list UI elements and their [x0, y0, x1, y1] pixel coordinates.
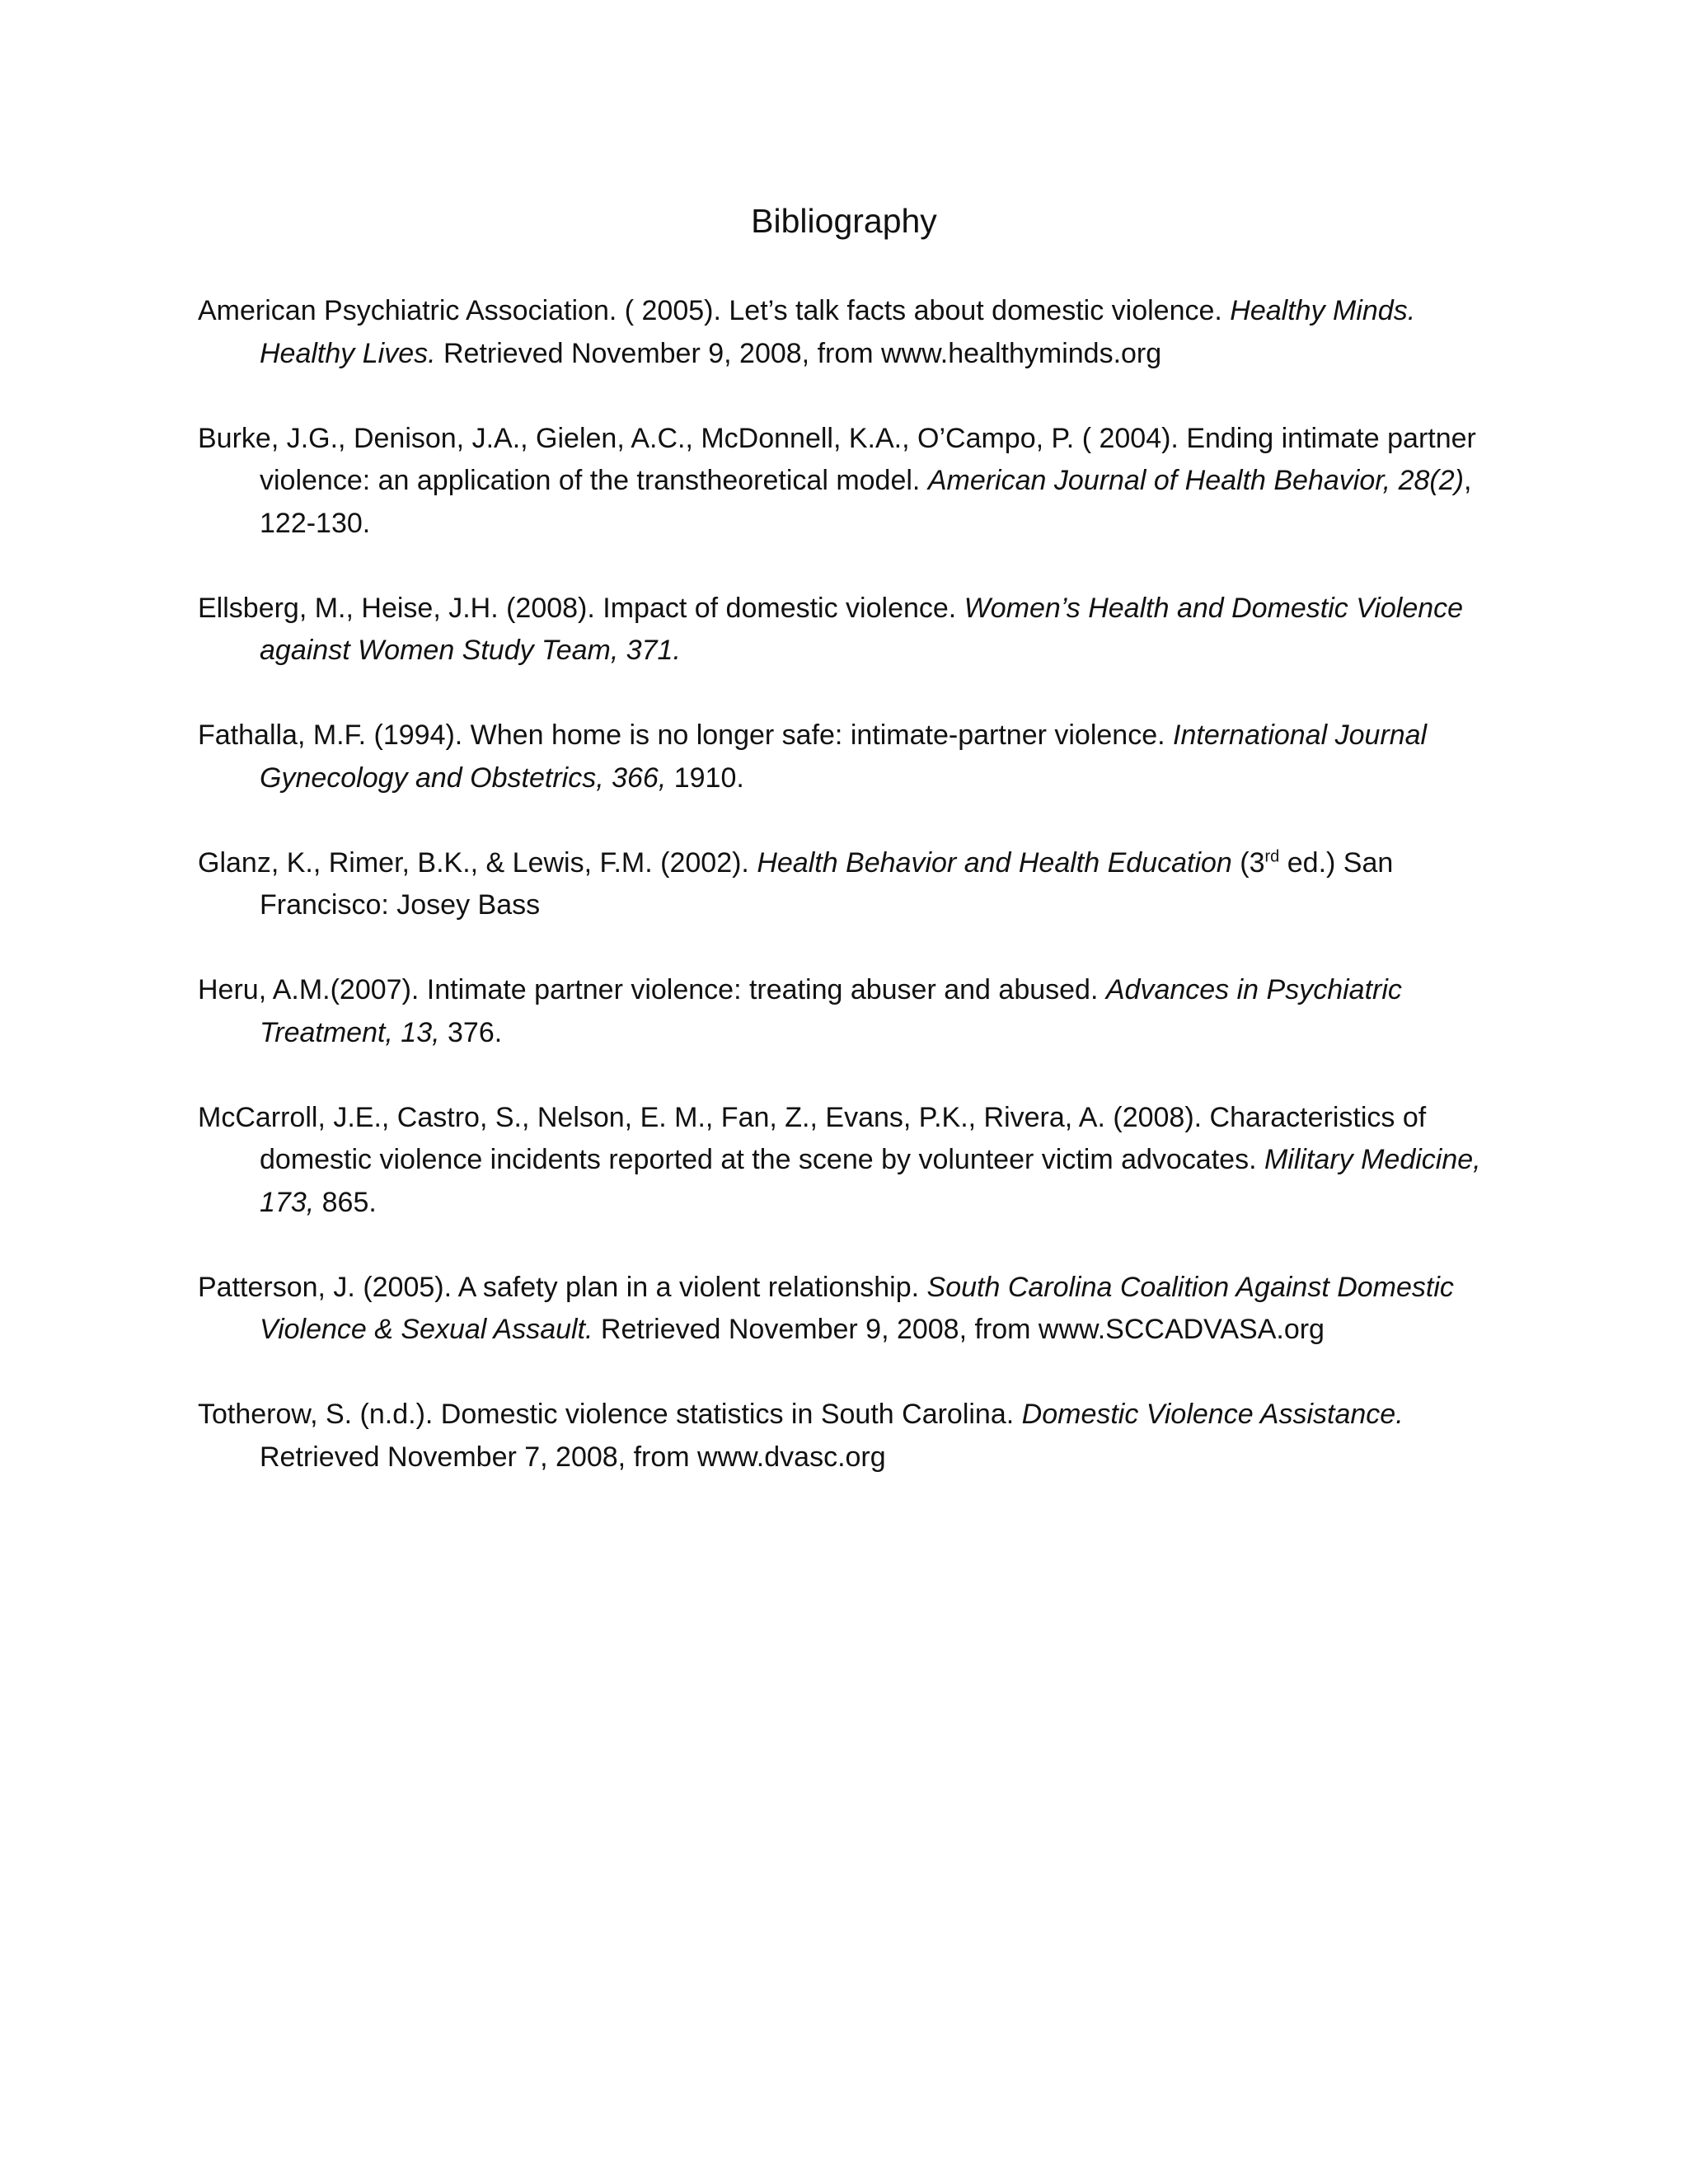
entry-text: Totherow, S. (n.d.). Domestic violence statistics in South Carolina.: [198, 1399, 1022, 1430]
entry-text: Fathalla, M.F. (1994). When home is no longer safe: intimate-partner violence.: [198, 719, 1174, 751]
entry-source-italic: Domestic Violence Assistance.: [1021, 1399, 1404, 1430]
entry-text: (3: [1231, 846, 1265, 879]
entry-text: 376.: [439, 1016, 503, 1048]
entry-text: Heru, A.M.(2007). Intimate partner violence: treating abuser and abused.: [198, 974, 1106, 1005]
bibliography-entry-1: [198, 290, 1500, 375]
entry-text: ed.) San Francisco: Josey Bass: [260, 846, 1394, 921]
entry-text: Ellsberg, M., Heise, J.H. (2008). Impact of domestic violence.: [198, 592, 964, 624]
entry-text: Retrieved November 7, 2008, from www.dvasc.org: [260, 1441, 886, 1473]
entry-text: 1910.: [666, 762, 744, 794]
entry-text: Patterson, J. (2005). A safety plan in a violent relationship.: [198, 1271, 927, 1303]
entry-text: Burke, J.G., Denison, J.A., Gielen, A.C., McDonnell, K.A., O’Campo, P. ( 2004). Ending intimate partner violence: an application of the transtheoretical model.: [198, 422, 1476, 496]
entry-text: Glanz, K., Rimer, B.K., & Lewis, F.M. (2002).: [198, 846, 757, 879]
bibliography-entry-5: [198, 842, 1500, 927]
bibliography-entry-9: [198, 1394, 1500, 1479]
entry-source-italic: South Carolina Coalition Against Domestic Violence & Sexual Assault.: [260, 1271, 1454, 1345]
bibliography-list: [198, 290, 1500, 1521]
entry-source-italic: Health Behavior and Health Education: [757, 846, 1232, 879]
bibliography-entry-4: [198, 715, 1500, 799]
entry-text: , 122-130.: [260, 465, 1472, 539]
entry-source-italic: American Journal of Health Behavior, 28(2): [927, 465, 1464, 496]
edition-superscript: rd: [1264, 847, 1280, 866]
entry-text: Retrieved November 9, 2008, from www.healthyminds.org: [435, 337, 1162, 369]
bibliography-entry-3: [198, 588, 1500, 673]
bibliography-entry-7: [198, 1097, 1500, 1225]
entry-source-italic: Healthy Minds. Healthy Lives.: [260, 295, 1416, 369]
entry-source-italic: Women’s Health and Domestic Violence against Women Study Team, 371.: [260, 592, 1464, 666]
bibliography-entry-2: [198, 418, 1500, 546]
entry-source-italic: International Journal Gynecology and Obstetrics, 366,: [260, 719, 1428, 794]
page-title: Bibliography: [751, 202, 937, 240]
entry-text: American Psychiatric Association. ( 2005). Let’s talk facts about domestic violence.: [198, 295, 1231, 326]
entry-source-italic: Advances in Psychiatric Treatment, 13,: [260, 974, 1402, 1048]
bibliography-entry-6: [198, 969, 1500, 1054]
entry-source-italic: Military Medicine, 173,: [260, 1144, 1481, 1218]
entry-text: McCarroll, J.E., Castro, S., Nelson, E. M., Fan, Z., Evans, P.K., Rivera, A. (2008). Characteristics of domestic violence incidents reported at the scene by volunteer victim advocates.: [198, 1101, 1427, 1175]
bibliography-entry-8: [198, 1267, 1500, 1352]
entry-text: Retrieved November 9, 2008, from www.SCCADVASA.org: [593, 1314, 1325, 1345]
entry-text: 865.: [314, 1186, 377, 1218]
